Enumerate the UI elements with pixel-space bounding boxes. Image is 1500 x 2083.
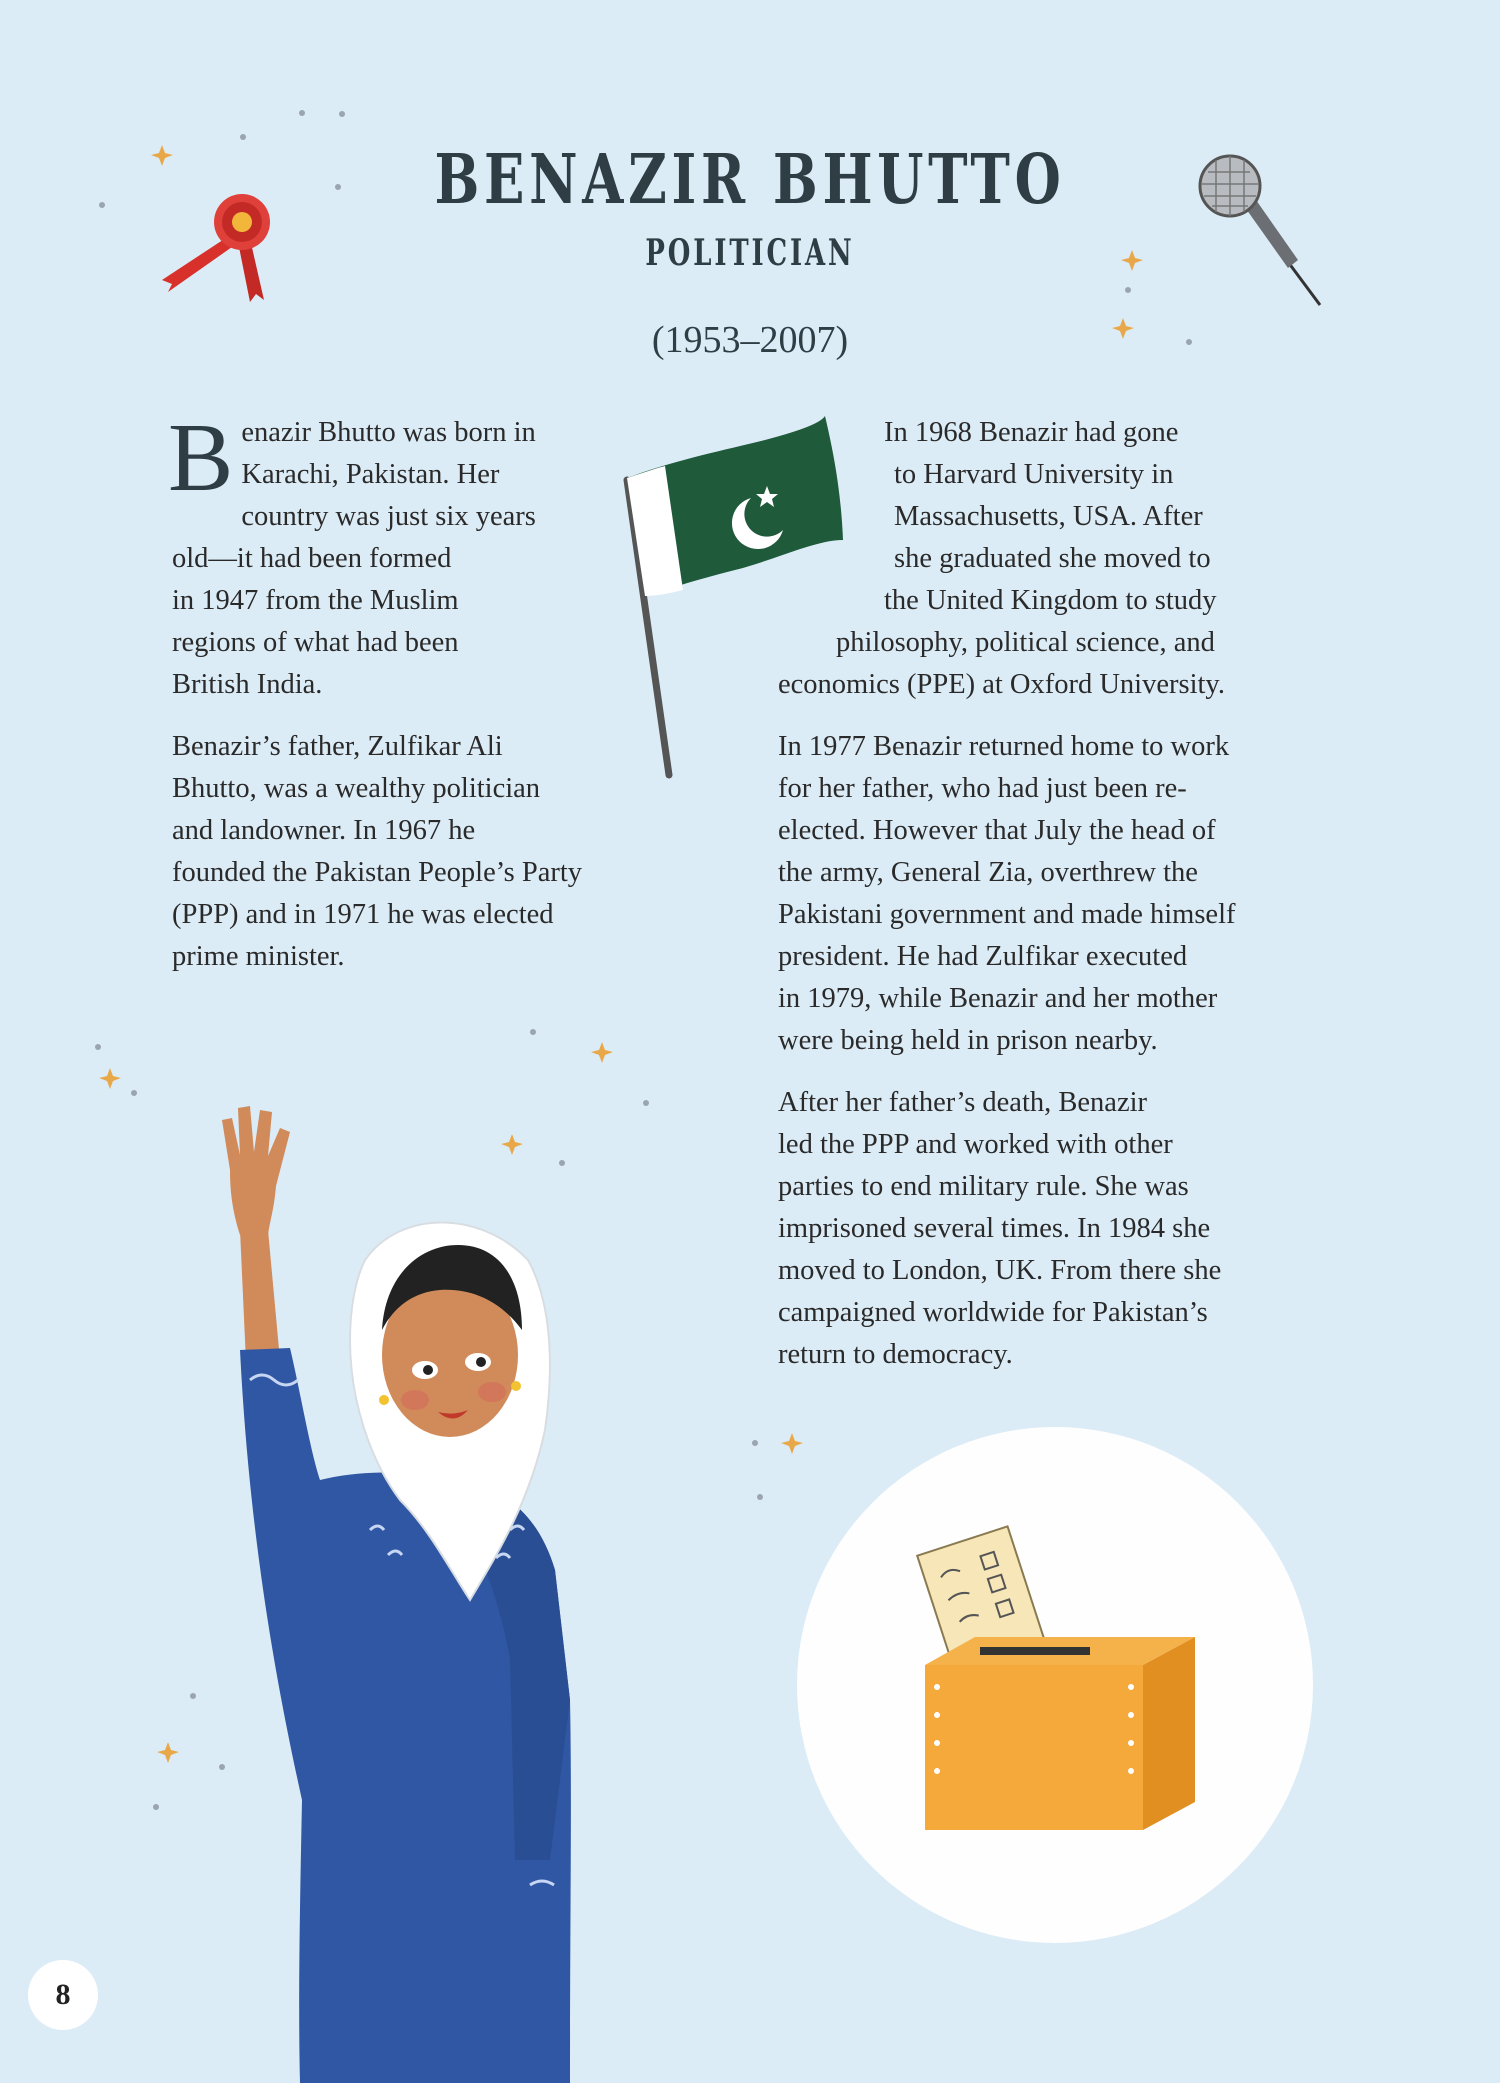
lifespan-dates: (1953–2007) bbox=[651, 319, 849, 361]
text-line: Karachi, Pakistan. Her bbox=[241, 459, 500, 490]
text-line: (PPP) and in 1971 he was elected bbox=[172, 899, 554, 930]
text-line: campaigned worldwide for Pakistan’s bbox=[778, 1297, 1208, 1328]
text-line: parties to end military rule. She was bbox=[778, 1171, 1189, 1202]
text-line: return to democracy. bbox=[778, 1339, 1013, 1370]
text-line: led the PPP and worked with other bbox=[778, 1129, 1173, 1160]
text-line: After her father’s death, Benazir bbox=[778, 1087, 1147, 1118]
text-line: she graduated she moved to bbox=[894, 543, 1211, 574]
text-line: Bhutto, was a wealthy politician bbox=[172, 773, 541, 804]
text-line: president. He had Zulfikar executed bbox=[778, 941, 1188, 972]
page-subtitle: POLITICIAN bbox=[645, 232, 855, 274]
text-line: founded the Pakistan People’s Party bbox=[172, 857, 583, 888]
text-line: economics (PPE) at Oxford University. bbox=[778, 669, 1225, 700]
text-line: Massachusetts, USA. After bbox=[894, 501, 1203, 532]
text-line: in 1947 from the Muslim bbox=[172, 585, 459, 616]
text-line: were being held in prison nearby. bbox=[778, 1025, 1158, 1056]
text-line: Benazir’s father, Zulfikar Ali bbox=[172, 731, 503, 762]
text-line: Pakistani government and made himself bbox=[778, 899, 1236, 930]
text-line: enazir Bhutto was born in bbox=[241, 417, 536, 448]
text-line: moved to London, UK. From there she bbox=[778, 1255, 1222, 1286]
text-line: old—it had been formed bbox=[172, 543, 452, 574]
drop-cap: B bbox=[168, 404, 234, 512]
page-number: 8 bbox=[28, 1960, 98, 2030]
text-line: the army, General Zia, overthrew the bbox=[778, 857, 1198, 888]
text-line: the United Kingdom to study bbox=[884, 585, 1217, 616]
text-line: In 1968 Benazir had gone bbox=[884, 417, 1179, 448]
text-line: in 1979, while Benazir and her mother bbox=[778, 983, 1218, 1014]
text-line: In 1977 Benazir returned home to work bbox=[778, 731, 1230, 762]
text-line: philosophy, political science, and bbox=[836, 627, 1215, 658]
text-line: to Harvard University in bbox=[894, 459, 1174, 490]
text-line: regions of what had been bbox=[172, 627, 459, 658]
text-line: British India. bbox=[172, 669, 323, 700]
text-line: imprisoned several times. In 1984 she bbox=[778, 1213, 1211, 1244]
text-line: prime minister. bbox=[172, 941, 345, 972]
text-line: elected. However that July the head of bbox=[778, 815, 1216, 846]
text-line: country was just six years bbox=[241, 501, 536, 532]
page-title: BENAZIR BHUTTO bbox=[434, 140, 1066, 220]
text-line: and landowner. In 1967 he bbox=[172, 815, 476, 846]
text-line: for her father, who had just been re- bbox=[778, 773, 1187, 804]
